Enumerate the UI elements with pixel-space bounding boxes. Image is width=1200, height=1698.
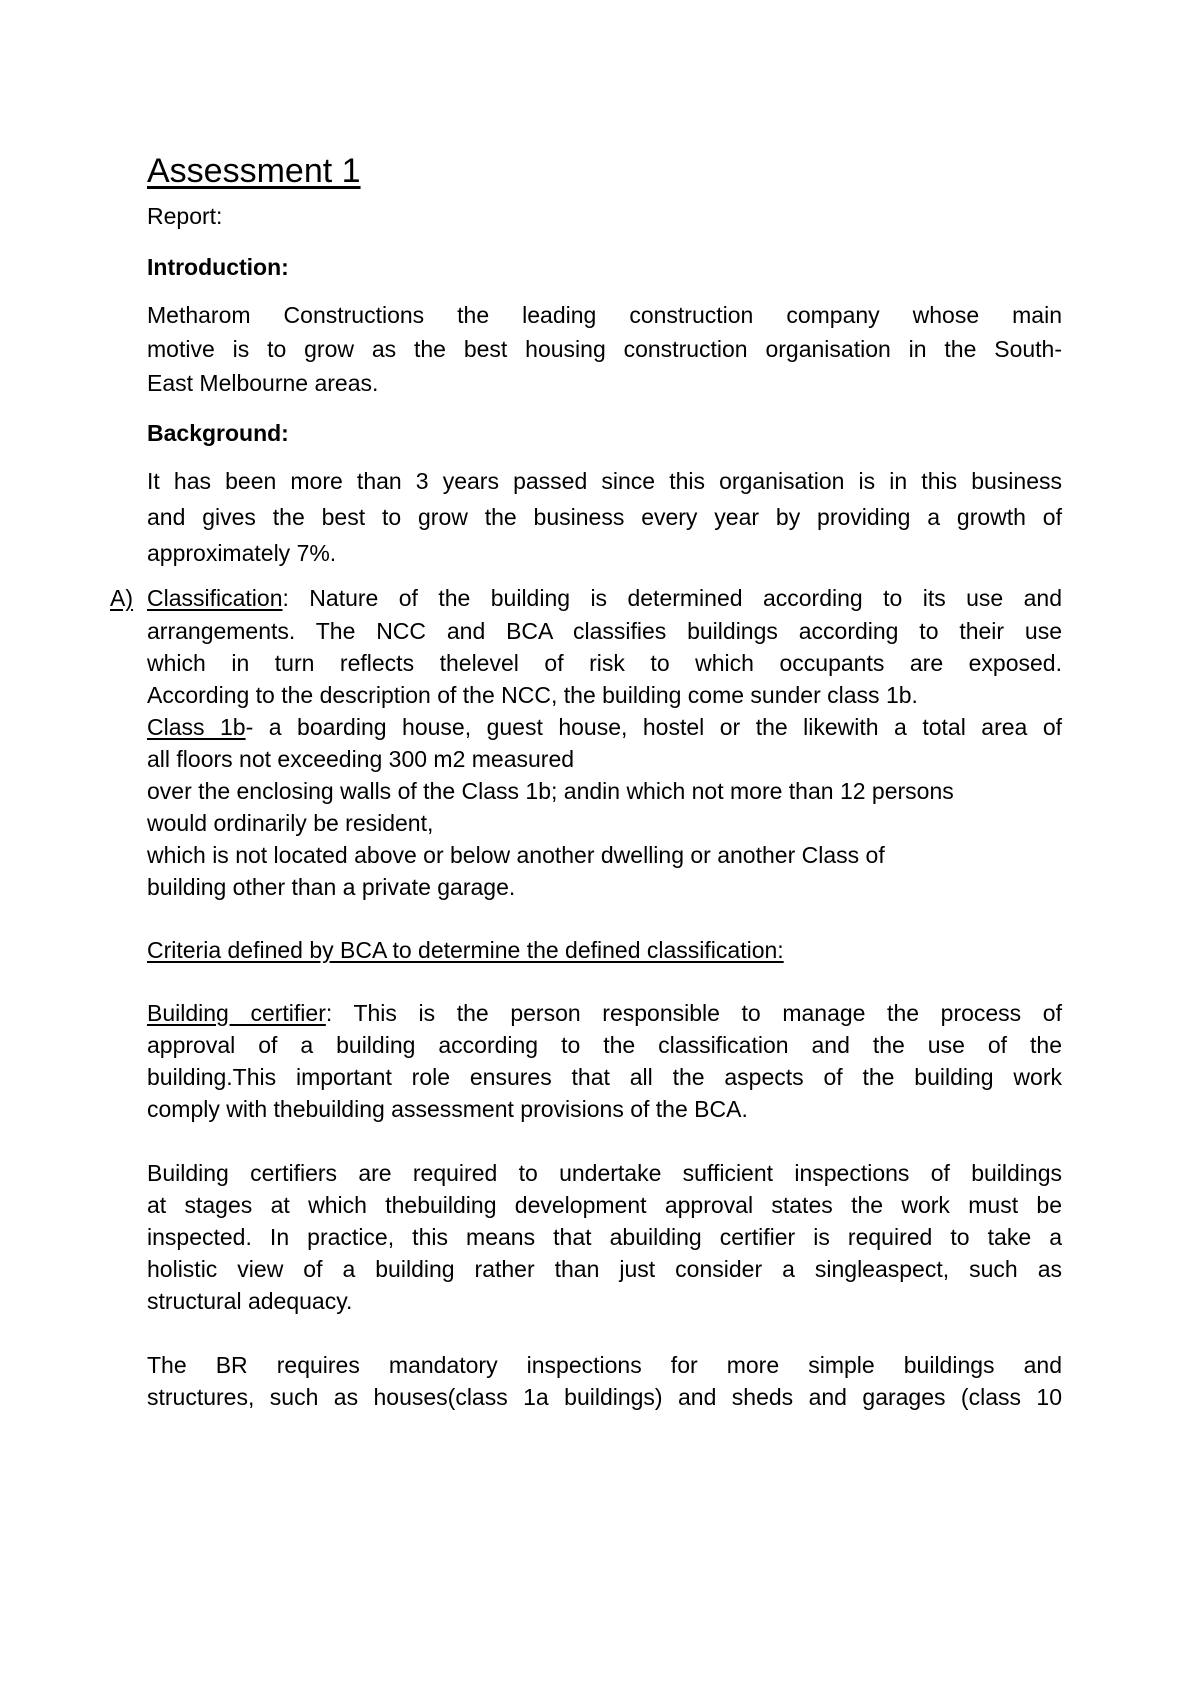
- criteria-heading: Criteria defined by BCA to determine the defined classification:: [147, 937, 784, 963]
- classification-line-text: : Nature of the building is determined according to its use and: [282, 585, 1062, 611]
- certifier-line-text: : This is the person responsible to manage the process of: [325, 1000, 1062, 1026]
- class-1b-line: would ordinarily be resident,: [147, 810, 434, 836]
- classification-line: [147, 583, 1062, 613]
- certifier-line: comply with thebuilding assessment provisions of the BCA.: [147, 1096, 748, 1122]
- inspections-line: at stages at which thebuilding development approval states the work must be: [147, 1192, 1062, 1218]
- inspections-line: Building certifiers are required to undertake sufficient inspections of buildings: [147, 1160, 1062, 1186]
- introduction-heading: Introduction:: [147, 254, 289, 280]
- report-label: Report:: [147, 203, 223, 229]
- inspections-line: holistic view of a building rather than just consider a singleaspect, such as: [147, 1256, 1062, 1282]
- classification-label: Classification: [147, 585, 283, 611]
- introduction-line: Metharom Constructions the leading construction company whose main: [147, 302, 1062, 328]
- introduction-line: motive is to grow as the best housing construction organisation in the South-: [147, 336, 1062, 362]
- class-1b-line: all floors not exceeding 300 m2 measured: [147, 746, 575, 772]
- classification-line: According to the description of the NCC, the building come sunder class 1b.: [147, 682, 918, 708]
- br-line: The BR requires mandatory inspections for more simple buildings and: [147, 1352, 1062, 1378]
- class-1b-line: which is not located above or below another dwelling or another Class of: [147, 842, 885, 868]
- background-line: and gives the best to grow the business every year by providing a growth of: [147, 504, 1062, 530]
- br-line: structures, such as houses(class 1a buildings) and sheds and garages (class 10: [147, 1384, 1062, 1410]
- document-title: Assessment 1: [147, 152, 361, 190]
- background-line: It has been more than 3 years passed since this organisation is in this business: [147, 468, 1062, 494]
- background-line: approximately 7%.: [147, 540, 337, 566]
- class-1b-label: Class 1b: [147, 714, 246, 740]
- classification-line: arrangements. The NCC and BCA classifies buildings according to their use: [147, 618, 1062, 644]
- certifier-line: [147, 998, 1062, 1028]
- certifier-label: Building certifier: [147, 1000, 326, 1026]
- inspections-line: structural adequacy.: [147, 1288, 353, 1314]
- class-1b-line-text: - a boarding house, guest house, hostel or the likewith a total area of: [245, 714, 1063, 740]
- classification-line: which in turn reflects thelevel of risk to which occupants are exposed.: [147, 650, 1062, 676]
- class-1b-line: building other than a private garage.: [147, 874, 516, 900]
- class-1b-line: [147, 712, 1062, 742]
- classification-list-marker: A): [110, 585, 133, 611]
- class-1b-line: over the enclosing walls of the Class 1b; andin which not more than 12 persons: [147, 778, 954, 804]
- background-heading: Background:: [147, 420, 289, 446]
- certifier-line: approval of a building according to the classification and the use of the: [147, 1032, 1062, 1058]
- certifier-line: building.This important role ensures that all the aspects of the building work: [147, 1064, 1062, 1090]
- inspections-line: inspected. In practice, this means that abuilding certifier is required to take a: [147, 1224, 1062, 1250]
- introduction-line: East Melbourne areas.: [147, 370, 379, 396]
